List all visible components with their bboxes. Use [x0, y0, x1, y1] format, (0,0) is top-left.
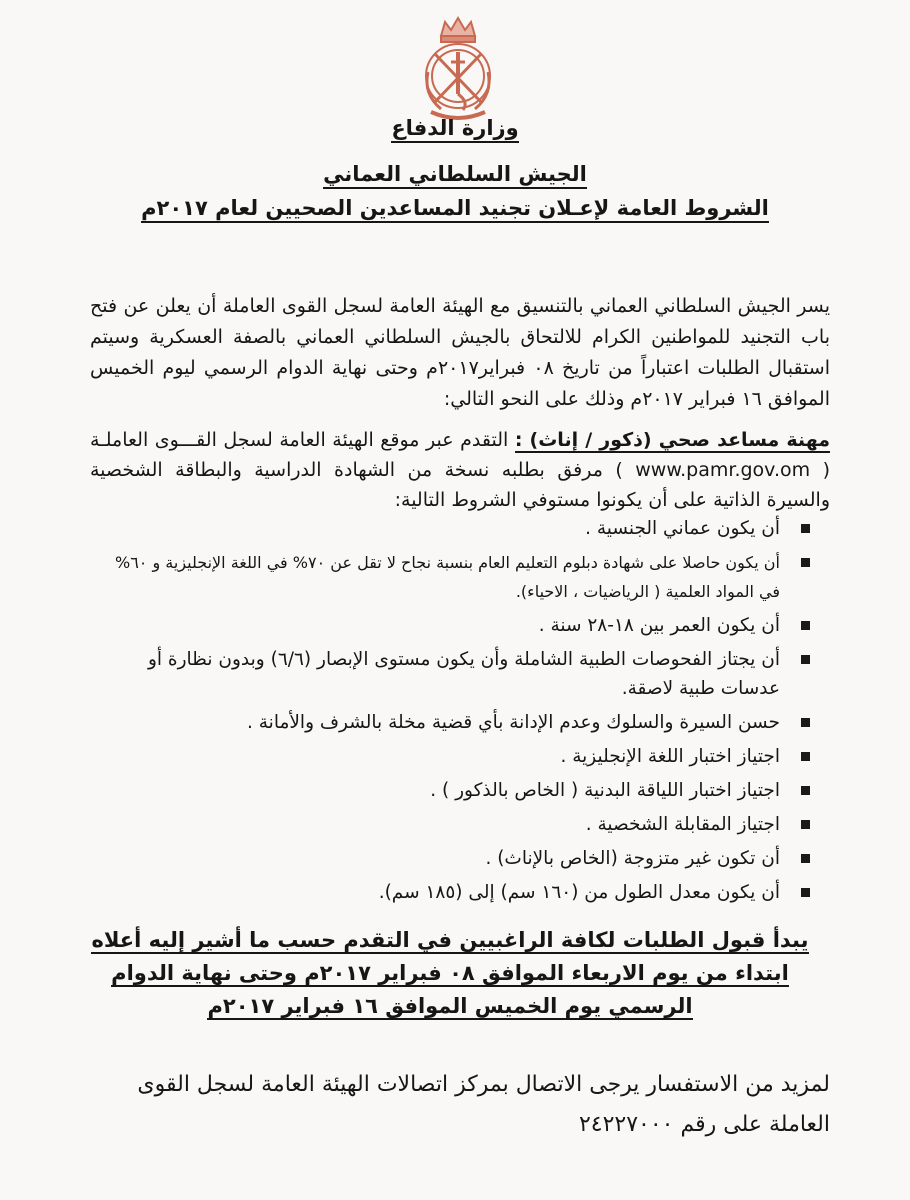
- bullet-icon: [801, 558, 810, 567]
- job-title: مهنة مساعد صحي (ذكور / إناث) :: [514, 429, 830, 451]
- bullet-icon: [801, 524, 810, 533]
- announcement-title-text: الشروط العامة لإعـلان تجنيد المساعدين الصحيين لعام ٢٠١٧م: [141, 196, 769, 223]
- condition-item: أن يكون عماني الجنسية .: [90, 514, 810, 543]
- condition-item: أن يكون العمر بين ١٨-٢٨ سنة .: [90, 611, 810, 640]
- application-notice-text: يبدأ قبول الطلبات لكافة الراغبيين في التقدم حسب ما أشير إليه أعلاه ابتداء من يوم الاربعاء الموافق ٠٨ فبراير ٢٠١٧م وحتى نهاية الدوام الرسمي يوم الخميس الموافق ١٦ فبراير ٢٠١٧م: [91, 928, 809, 1018]
- ministry-name: [0, 116, 910, 140]
- application-notice: [70, 924, 830, 1023]
- contact-info: لمزيد من الاستفسار يرجى الاتصال بمركز اتصالات الهيئة العامة لسجل القوى العاملة على رقم ٢٤٢٢٧٠٠٠: [137, 1072, 830, 1137]
- army-heading-text: الجيش السلطاني العماني: [323, 162, 587, 189]
- announcement-title: [0, 196, 910, 220]
- bullet-icon: [801, 786, 810, 795]
- job-description: [90, 425, 830, 515]
- bullet-icon: [801, 888, 810, 897]
- condition-item: أن يجتاز الفحوصات الطبية الشاملة وأن يكون مستوى الإبصار (٦/٦) وبدون نظارة أو عدسات طبية لاصقة.: [90, 645, 810, 703]
- conditions-list: [90, 514, 810, 912]
- ministry-name-text: وزارة الدفاع: [391, 116, 518, 143]
- bullet-icon: [801, 854, 810, 863]
- condition-item: أن يكون معدل الطول من (١٦٠ سم) إلى (١٨٥ سم).: [90, 878, 810, 907]
- condition-item: اجتياز اختبار اللغة الإنجليزية .: [90, 742, 810, 771]
- condition-item: اجتياز المقابلة الشخصية .: [90, 810, 810, 839]
- oman-army-emblem: [413, 14, 503, 124]
- bullet-icon: [801, 820, 810, 829]
- condition-item: أن يكون حاصلا على شهادة دبلوم التعليم العام بنسبة نجاح لا تقل عن ٧٠% في اللغة الإنجليزية و ٦٠% في المواد العلمية ( الرياضيات ، الاحياء).: [90, 548, 810, 606]
- condition-item: حسن السيرة والسلوك وعدم الإدانة بأي قضية مخلة بالشرف والأمانة .: [90, 708, 810, 737]
- job-text: التقدم عبر موقع الهيئة العامة لسجل القـــوى العاملـة ( www.pamr.gov.om ) مرفق بطلبه نسخة من الشهادة الدراسية والبطاقة الشخصية والسيرة الذاتية على أن يكونوا مستوفي الشروط التالية:: [90, 429, 831, 511]
- army-heading: [0, 162, 910, 186]
- condition-item: اجتياز اختبار اللياقة البدنية ( الخاص بالذكور ) .: [90, 776, 810, 805]
- bullet-icon: [801, 621, 810, 630]
- bullet-icon: [801, 718, 810, 727]
- bullet-icon: [801, 752, 810, 761]
- intro-paragraph: يسر الجيش السلطاني العماني بالتنسيق مع الهيئة العامة لسجل القوى العاملة أن يعلن عن فتح باب التجنيد للمواطنين الكرام للالتحاق بالجيش السلطاني العماني بالصفة العسكرية وسيتم استقبال الطلبات اعتباراً من تاريخ ٠٨ فبراير٢٠١٧م وحتى نهاية الدوام الرسمي ليوم الخميس الموافق ١٦ فبراير ٢٠١٧م وذلك على النحو التالي:: [90, 295, 830, 410]
- condition-item: أن تكون غير متزوجة (الخاص بالإناث) .: [90, 844, 810, 873]
- bullet-icon: [801, 655, 810, 664]
